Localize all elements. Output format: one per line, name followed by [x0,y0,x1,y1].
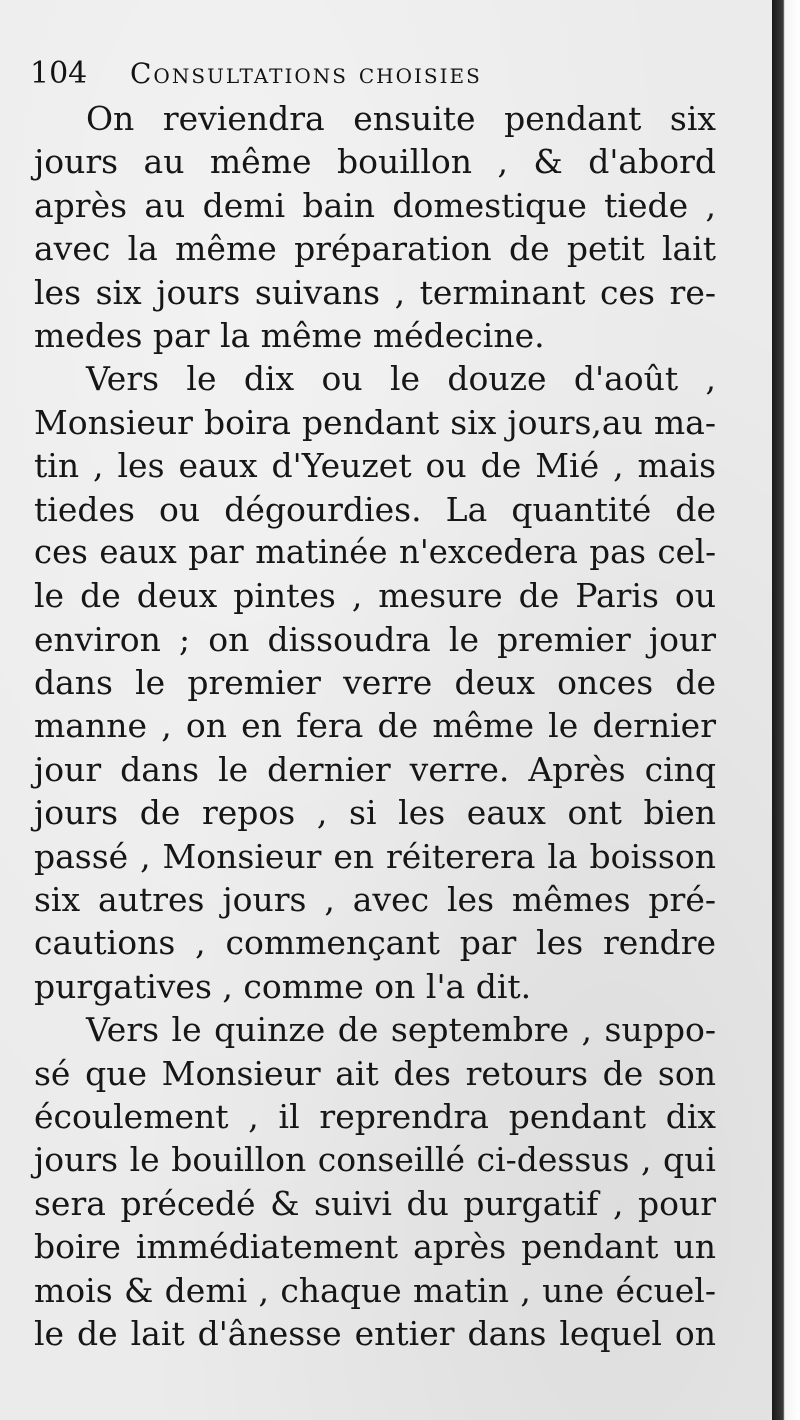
text-line: mois & demi , chaque matin , une écuel- [34,1270,716,1310]
text-line: ces eaux par matinée n'excedera pas cel- [34,532,716,571]
text-line: sera précedé & suivi du purgatif , pour [34,1183,716,1223]
text-line: environ ; on dissoudra le premier jour [34,619,716,659]
text-line: avec la même préparation de petit lait [34,229,716,269]
text-line: jours au même bouillon , & d'abord [34,142,716,182]
text-line: six autres jours , avec les mêmes pré- [34,880,716,920]
text-line: Vers le dix ou le douze d'août , [86,359,716,399]
text-line: le de lait d'ânesse entier dans lequel on [34,1313,716,1353]
text-line: tiedes ou dégourdies. La quantité de [34,489,716,529]
page-number: 104 [30,56,88,91]
text-line: manne , on en fera de même le dernier [34,706,716,746]
text-line: tin , les eaux d'Yeuzet ou de Mié , mais [34,446,716,486]
running-head [30,52,750,96]
text-line: les six jours suivans , terminant ces re- [34,272,716,312]
text-line: Monsieur boira pendant six jours,au ma- [34,402,716,442]
text-line: Vers le quinze de septembre , suppo- [86,1010,716,1050]
text-line: écoulement , il reprendra pendant dix [34,1096,716,1136]
text-line: jours le bouillon conseillé ci-dessus , qui [34,1140,716,1180]
page-edge [772,0,800,1420]
text-line: dans le premier verre deux onces de [34,663,716,703]
running-title: Consultations choisies [130,57,482,90]
text-line: le de deux pintes , mesure de Paris ou [34,576,716,616]
text-line: sé que Monsieur ait des retours de son [34,1053,716,1093]
text-line: purgatives , comme on l'a dit. [34,966,532,1006]
text-line: après au demi bain domestique tiede , [34,185,716,225]
text-line: medes par la même médecine. [34,315,545,355]
text-line: cautions , commençant par les rendre [34,923,716,963]
body-text [34,97,716,1355]
text-line: boire immédiatement après pendant un [34,1227,716,1267]
text-line: passé , Monsieur en réiterera la boisson [34,836,716,876]
text-line: jours de repos , si les eaux ont bien [34,793,716,833]
text-line: jour dans le dernier verre. Après cinq [34,749,716,789]
text-line: On reviendra ensuite pendant six [86,99,716,138]
